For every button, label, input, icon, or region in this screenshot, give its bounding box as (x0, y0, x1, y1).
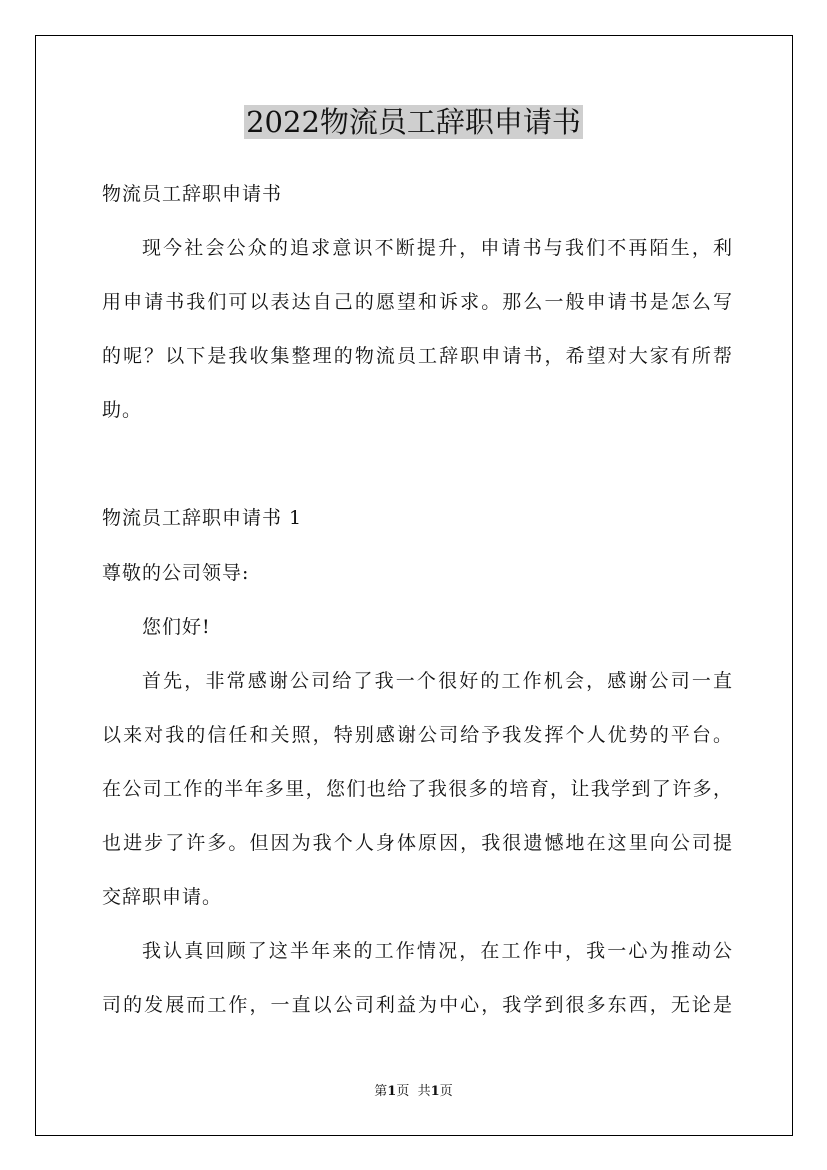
greeting: 您们好! (142, 616, 211, 638)
salutation: 尊敬的公司领导: (102, 562, 250, 584)
intro-line-4: 助。 (102, 399, 143, 421)
page-footer (0, 1083, 827, 1101)
document-subtitle: 物流员工辞职申请书 (102, 183, 283, 205)
document-title-text: 2022物流员工辞职申请书 (246, 105, 581, 139)
document-title (0, 102, 827, 142)
intro-line-1: 现今社会公众的追求意识不断提升，申请书与我们不再陌生，利 (142, 237, 732, 259)
footer-page-number: 1 (387, 1084, 397, 1099)
paragraph2-line-2: 司的发展而工作，一直以公司利益为中心，我学到很多东西，无论是 (102, 994, 732, 1016)
paragraph1-line-5: 交辞职申请。 (102, 886, 223, 908)
intro-line-3: 的呢？以下是我收集整理的物流员工辞职申请书，希望对大家有所帮 (102, 345, 732, 367)
paragraph1-line-3: 在公司工作的半年多里，您们也给了我很多的培育，让我学到了许多， (102, 778, 732, 800)
footer-page-suffix: 页 (396, 1084, 410, 1099)
paragraph2-line-1: 我认真回顾了这半年来的工作情况，在工作中，我一心为推动公 (142, 940, 732, 962)
footer-total-suffix: 页 (439, 1084, 453, 1099)
section-heading: 物流员工辞职申请书 1 (102, 507, 303, 529)
footer-total-number: 1 (430, 1084, 440, 1099)
paragraph1-line-2: 以来对我的信任和关照，特别感谢公司给予我发挥个人优势的平台。 (102, 724, 732, 746)
paragraph1-line-4: 也进步了许多。但因为我个人身体原因，我很遗憾地在这里向公司提 (102, 832, 732, 854)
intro-line-2: 用申请书我们可以表达自己的愿望和诉求。那么一般申请书是怎么写 (102, 291, 732, 313)
paragraph1-line-1: 首先，非常感谢公司给了我一个很好的工作机会，感谢公司一直 (142, 670, 732, 692)
footer-total-prefix: 共 (417, 1084, 431, 1099)
footer-page-prefix: 第 (374, 1084, 388, 1099)
